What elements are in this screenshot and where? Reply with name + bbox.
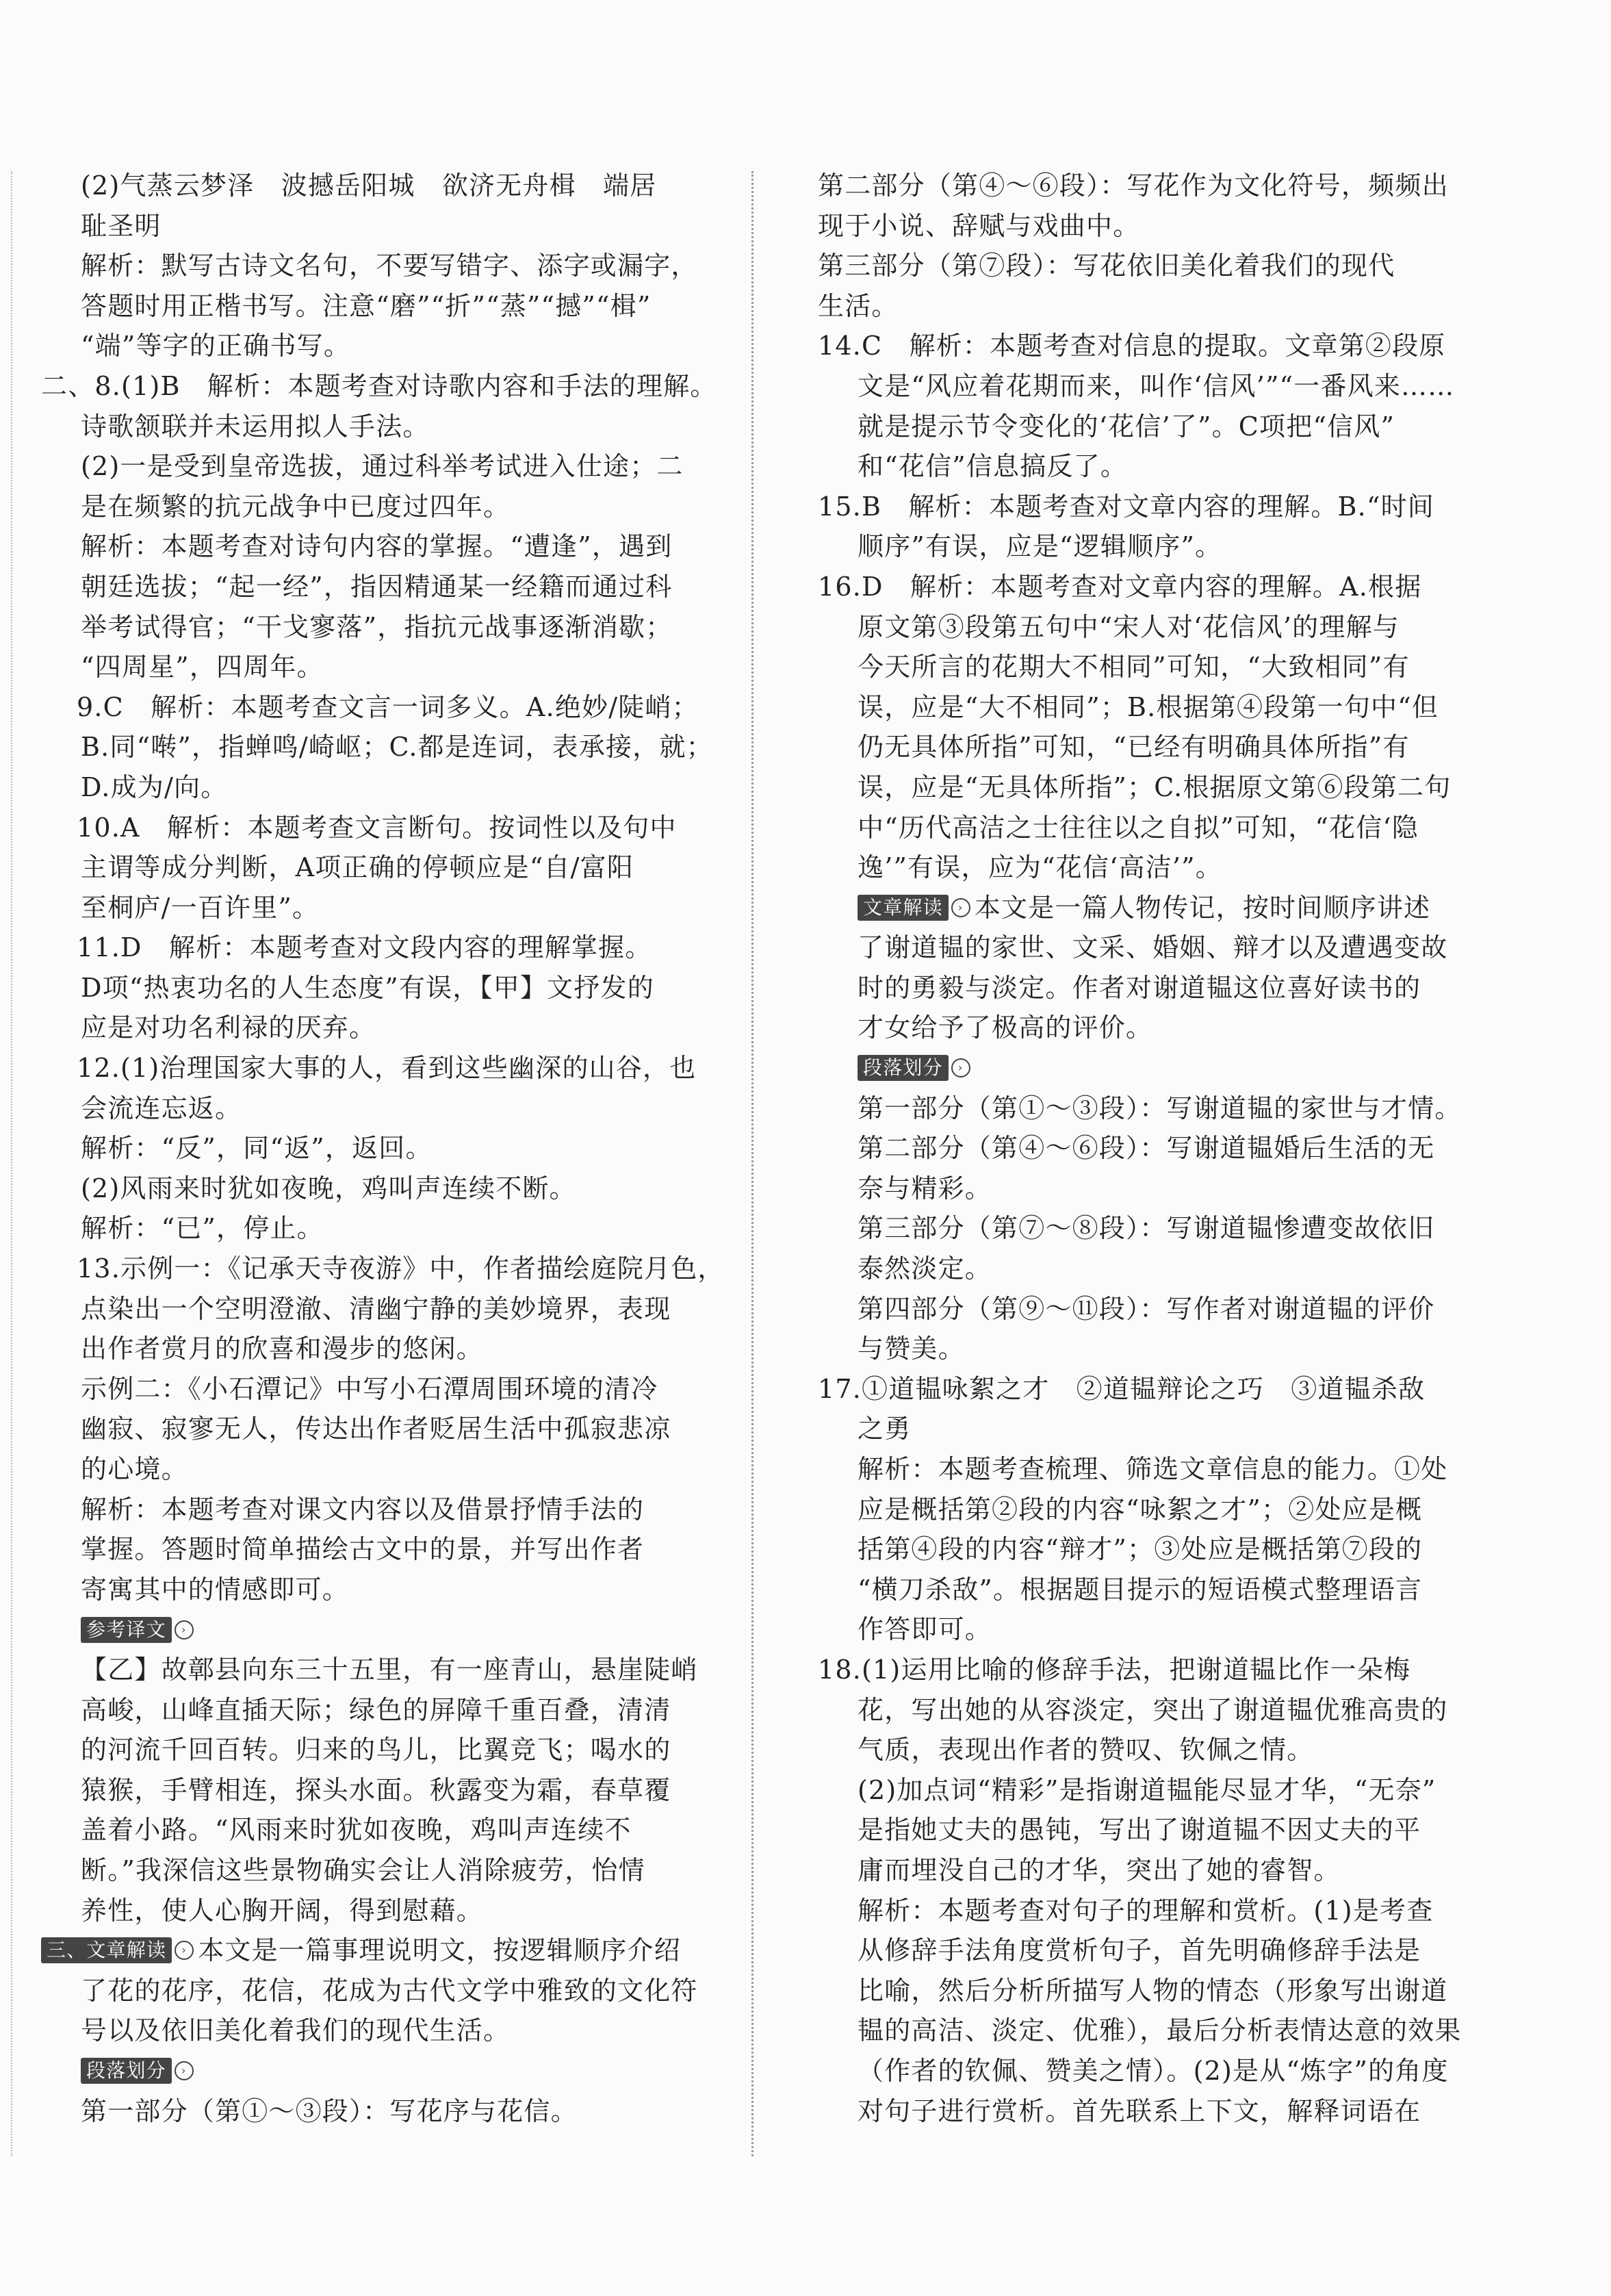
text-line: 应是概括第②段的内容“咏絮之才”；②处应是概: [858, 1494, 1423, 1525]
text-line: 示例二：《小石潭记》中写小石潭周围环境的清冷: [81, 1373, 658, 1404]
text-line: (2)一是受到皇帝选拔，通过科举考试进入仕途；二: [81, 451, 684, 482]
text-line: 应是对功名利禄的厌弃。: [81, 1012, 376, 1043]
text-line: 仍无具体所指”可知，“已经有明确具体所指”有: [858, 732, 1410, 763]
text-line: 猿猴，手臂相连，探头水面。秋露变为霜，春草覆: [81, 1774, 671, 1805]
section-tag-label: 参考译文: [81, 1617, 172, 1643]
section-tag-label: 段落划分: [858, 1055, 949, 1081]
text-line: 现于小说、辞赋与戏曲中。: [818, 210, 1140, 241]
text-line: 耻圣明: [81, 210, 162, 241]
text-line: “端”等字的正确书写。: [81, 331, 351, 361]
text-line: 出作者赏月的欣喜和漫步的悠闲。: [81, 1334, 484, 1364]
text-line: 误，应是“无具体所指”；C.根据原文第⑥段第二句: [858, 771, 1452, 802]
text-line: 朝廷选拔；“起一经”，指因精通某一经籍而通过科: [81, 571, 673, 602]
text-line: 盖着小路。“风雨来时犹如夜晚，鸡叫声连续不: [81, 1815, 632, 1846]
text-line: 解析：“已”，停止。: [81, 1213, 324, 1244]
text-line: 花，写出她的从容淡定，突出了谢道韫优雅高贵的: [858, 1694, 1448, 1725]
text-line: 二、8.(1)B 解析：本题考查对诗歌内容和手法的理解。: [41, 370, 717, 401]
text-line: 解析：本题考查梳理、筛选文章信息的能力。①处: [858, 1454, 1448, 1484]
text-line: 从修辞手法角度赏析句子，首先明确修辞手法是: [858, 1935, 1421, 1966]
text-line: 才女给予了极高的评价。: [858, 1012, 1153, 1043]
text-line: 【乙】故鄣县向东三十五里，有一座青山，悬崖陡峭: [81, 1654, 698, 1685]
text-line: 生活。: [818, 290, 899, 321]
text-line: D.成为/向。: [81, 771, 228, 802]
text-line: 和“花信”信息搞反了。: [858, 451, 1128, 482]
text-line: 号以及依旧美化着我们的现代生活。: [81, 2015, 511, 2046]
text-line: 韫的高洁、淡定、优雅），最后分析表情达意的效果: [858, 2015, 1462, 2046]
text-line: 了花的花序，花信，花成为古代文学中雅致的文化符: [81, 1975, 698, 2006]
text-line: 解析：默写古诗文名句，不要写错字、添字或漏字，: [81, 251, 698, 281]
text-line: 断。”我深信这些景物确实会让人消除疲劳，怡情: [81, 1854, 645, 1885]
text-line: 本文是一篇人物传记，按时间顺序讲述: [974, 892, 1431, 923]
text-line: 第二部分（第④～⑥段）：写谢道韫婚后生活的无: [858, 1133, 1435, 1164]
chevron-right-icon: ›: [951, 898, 970, 917]
text-line: (2)气蒸云梦泽 波撼岳阳城 欲济无舟楫 端居: [81, 170, 657, 201]
text-line: 13.示例一：《记承天寺夜游》中，作者描绘庭院月色，: [77, 1253, 725, 1284]
text-line: （作者的钦佩、赞美之情）。(2)是从“炼字”的角度: [858, 2055, 1449, 2086]
text-line: 庸而埋没自己的才华，突出了她的睿智。: [858, 1854, 1341, 1885]
text-line: “四周星”，四周年。: [81, 652, 324, 683]
left-column: [41, 166, 725, 2131]
text-line: 14.C 解析：本题考查对信息的提取。文章第②段原: [818, 331, 1446, 361]
text-line: “横刀杀敌”。根据题目提示的短语模式整理语言: [858, 1574, 1423, 1605]
text-line: 18.(1)运用比喻的修辞手法，把谢道韫比作一朵梅: [818, 1654, 1411, 1685]
text-line: 是在频繁的抗元战争中已度过四年。: [81, 491, 511, 522]
text-line: (2)加点词“精彩”是指谢道韫能尽显才华，“无奈”: [858, 1774, 1436, 1805]
text-line: 奈与精彩。: [858, 1173, 992, 1203]
section-tag-label: 段落划分: [81, 2058, 172, 2084]
text-line: 掌握。答题时简单描绘古文中的景，并写出作者: [81, 1534, 645, 1565]
text-line: 气质，表现出作者的赞叹、钦佩之情。: [858, 1735, 1314, 1765]
chevron-right-icon: ›: [175, 1941, 194, 1960]
text-line: 点染出一个空明澄澈、清幽宁静的美妙境界，表现: [81, 1293, 671, 1324]
text-line: 诗歌颔联并未运用拟人手法。: [81, 411, 430, 442]
text-line: (2)风雨来时犹如夜晚，鸡叫声连续不断。: [81, 1173, 576, 1203]
text-line: 对句子进行赏析。首先联系上下文，解释词语在: [858, 2095, 1421, 2126]
text-line: 幽寂、寂寥无人，传达出作者贬居生活中孤寂悲凉: [81, 1414, 671, 1444]
text-line: D项“热衷功名的人生态度”有误，【甲】文抒发的: [81, 972, 654, 1003]
text-line: 15.B 解析：本题考查对文章内容的理解。B.“时间: [818, 491, 1434, 522]
text-line: 12.(1)治理国家大事的人，看到这些幽深的山谷，也: [77, 1053, 697, 1084]
text-line: 括第④段的内容“辩才”；③处应是概括第⑦段的: [858, 1534, 1423, 1565]
text-line: 今天所言的花期大不相同”可知，“大致相同”有: [858, 652, 1410, 683]
text-line: 第一部分（第①～③段）：写花序与花信。: [81, 2095, 578, 2126]
text-line: 时的勇毅与淡定。作者对谢道韫这位喜好读书的: [858, 972, 1421, 1003]
section-tag-paragraphs: [41, 2051, 725, 2091]
text-line: 误，应是“大不相同”；B.根据第④段第一句中“但: [858, 691, 1439, 722]
text-line: 11.D 解析：本题考查对文段内容的理解掌握。: [77, 932, 652, 963]
left-margin-rule: [11, 171, 12, 2156]
section-tag-label: 文章解读: [858, 895, 949, 921]
text-line: 9.C 解析：本题考查文言一词多义。A.绝妙/陡峭；: [77, 691, 699, 722]
section-tag-article: [41, 1930, 725, 1971]
text-line: 寄寓其中的情感即可。: [81, 1574, 350, 1605]
text-line: 至桐庐/一百许里”。: [81, 892, 320, 923]
chevron-right-icon: ›: [175, 2061, 194, 2080]
text-line: 泰然淡定。: [858, 1253, 992, 1284]
text-line: 解析：本题考查对句子的理解和赏析。(1)是考查: [858, 1895, 1434, 1926]
text-line: 第一部分（第①～③段）：写谢道韫的家世与才情。: [858, 1093, 1462, 1123]
text-line: 原文第③段第五句中“宋人对‘花信风’的理解与: [858, 611, 1400, 642]
text-line: 的心境。: [81, 1454, 188, 1484]
text-line: 答题时用正楷书写。注意“磨”“折”“蒸”“撼”“楫”: [81, 290, 652, 321]
text-line: 本文是一篇事理说明文，按逻辑顺序介绍: [198, 1935, 681, 1966]
section-tag-article: [818, 888, 1502, 928]
text-line: 10.A 解析：本题考查文言断句。按词性以及句中: [77, 812, 677, 843]
text-line: 的河流千回百转。归来的鸟儿，比翼竞飞；喝水的: [81, 1735, 671, 1765]
text-line: 会流连忘返。: [81, 1093, 242, 1123]
text-line: 逸’”有误，应为“花信‘高洁’”。: [858, 852, 1222, 883]
section-tag-paragraphs: [818, 1048, 1502, 1088]
text-line: 比喻，然后分析所描写人物的情态（形象写出谢道: [858, 1975, 1448, 2006]
chevron-right-icon: ›: [951, 1058, 970, 1077]
text-line: 第三部分（第⑦～⑧段）：写谢道韫惨遭变故依旧: [858, 1213, 1435, 1244]
column-divider: [751, 171, 753, 2156]
text-line: 解析：本题考查对课文内容以及借景抒情手法的: [81, 1494, 645, 1525]
text-line: 养性，使人心胸开阔，得到慰藉。: [81, 1895, 484, 1926]
text-line: 主谓等成分判断，A项正确的停顿应是“自/富阳: [81, 852, 634, 883]
text-line: 作答即可。: [858, 1614, 992, 1645]
text-line: 第四部分（第⑨～⑪段）：写作者对谢道韫的评价: [858, 1293, 1435, 1324]
text-line: 中“历代高洁之士往往以之自拟”可知，“花信‘隐: [858, 812, 1419, 843]
text-line: 文是“风应着花期而来，叫作‘信风’”“一番风来……: [858, 370, 1455, 401]
text-line: 举考试得官；“干戈寥落”，指抗元战事逐渐消歇；: [81, 611, 673, 642]
text-line: 16.D 解析：本题考查对文章内容的理解。A.根据: [818, 571, 1422, 602]
text-line: 高峻，山峰直插天际；绿色的屏障千重百叠，清清: [81, 1694, 671, 1725]
text-line: 第二部分（第④～⑥段）：写花作为文化符号，频频出: [818, 170, 1449, 201]
text-line: 了谢道韫的家世、文采、婚姻、辩才以及遭遇变故: [858, 932, 1448, 963]
text-line: 与赞美。: [858, 1334, 965, 1364]
text-line: B.同“啭”，指蝉鸣/崎岖；C.都是连词，表承接，就；: [81, 732, 713, 763]
text-line: 就是提示节令变化的‘花信’了”。C项把“信风”: [858, 411, 1395, 442]
right-column: [818, 166, 1502, 2131]
chevron-right-icon: ›: [175, 1620, 194, 1640]
text-line: 17.①道韫咏絮之才 ②道韫辩论之巧 ③道韫杀敌: [818, 1373, 1426, 1404]
section-tag-label: 三、文章解读: [41, 1937, 172, 1963]
text-line: 之勇: [858, 1414, 912, 1444]
text-line: 第三部分（第⑦段）：写花依旧美化着我们的现代: [818, 251, 1395, 281]
section-tag-translation: [41, 1609, 725, 1650]
text-line: 是指她丈夫的愚钝，写出了谢道韫不因丈夫的平: [858, 1815, 1421, 1846]
text-line: 解析：本题考查对诗句内容的掌握。“遭逢”，遇到: [81, 531, 673, 562]
text-line: 顺序”有误，应是“逻辑顺序”。: [858, 531, 1222, 562]
text-line: 解析：“反”，同“返”，返回。: [81, 1133, 433, 1164]
